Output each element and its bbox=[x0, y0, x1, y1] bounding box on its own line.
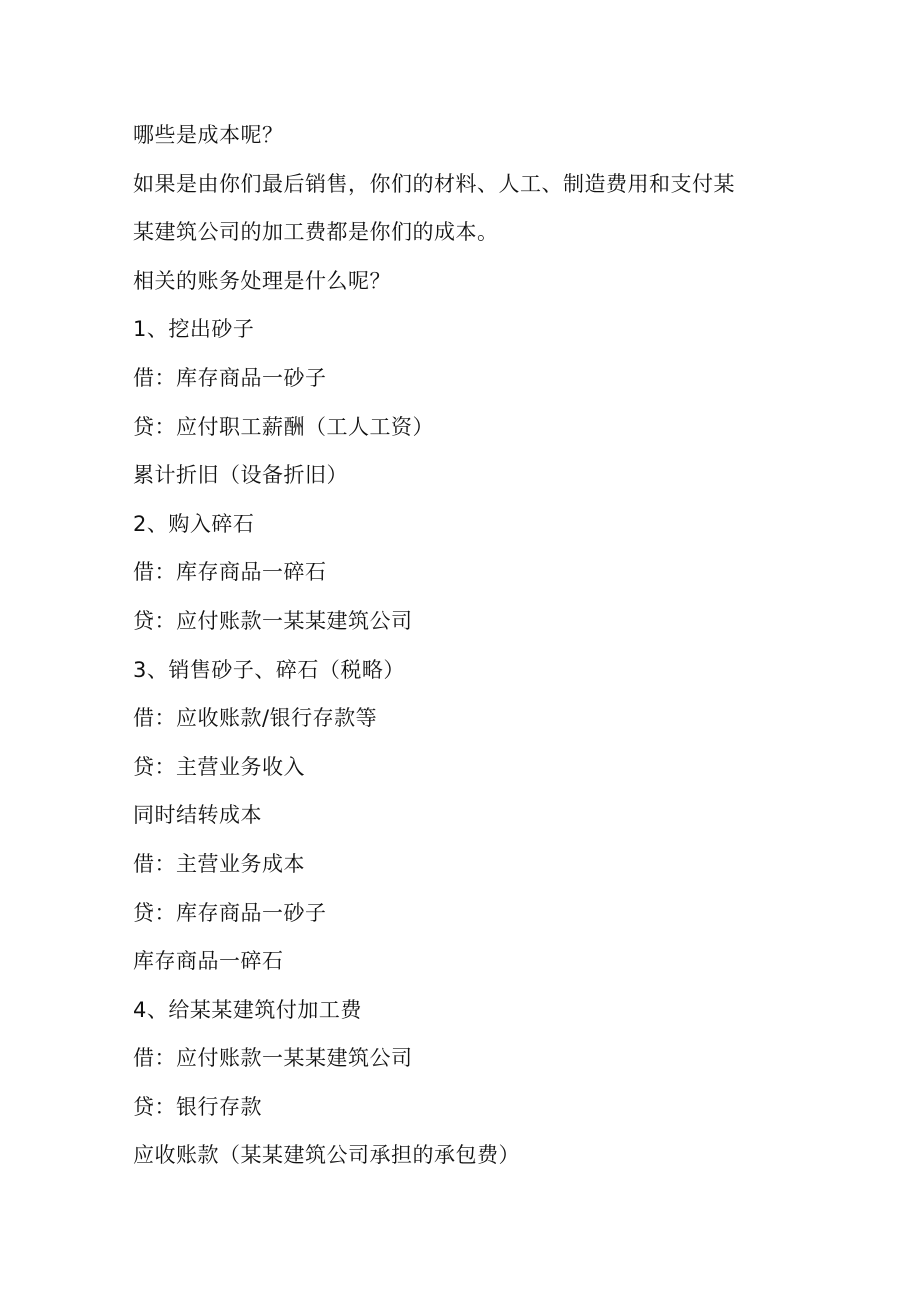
step-1-debit: 借：库存商品一砂子 bbox=[133, 365, 327, 390]
step-4-debit: 借：应付账款一某某建筑公司 bbox=[133, 1046, 413, 1071]
step-2-debit: 借：库存商品一碎石 bbox=[133, 560, 327, 585]
question-accounting: 相关的账务处理是什么呢？ bbox=[133, 268, 391, 293]
step-3-debit: 借：应收账款/银行存款等 bbox=[133, 706, 378, 731]
document-body bbox=[133, 111, 793, 1180]
question-cost: 哪些是成本呢？ bbox=[133, 123, 284, 147]
step-4-credit-2: 应收账款（某某建筑公司承担的承包费） bbox=[133, 1143, 520, 1168]
step-4-credit: 贷：银行存款 bbox=[133, 1094, 262, 1119]
step-2-credit: 贷：应付账款一某某建筑公司 bbox=[133, 608, 413, 633]
step-4-heading: 4、给某某建筑付加工费 bbox=[133, 997, 362, 1022]
step-3-cost-credit: 贷：库存商品一砂子 bbox=[133, 900, 327, 925]
step-3-cost-transfer: 同时结转成本 bbox=[133, 803, 262, 828]
step-1-credit-2: 累计折旧（设备折旧） bbox=[133, 463, 348, 488]
step-3-heading: 3、销售砂子、碎石（税略） bbox=[133, 657, 405, 682]
step-1-heading: 1、挖出砂子 bbox=[133, 317, 255, 342]
step-1-credit: 贷：应付职工薪酬（工人工资） bbox=[133, 414, 434, 439]
step-2-heading: 2、购入碎石 bbox=[133, 511, 255, 536]
answer-line-2: 某建筑公司的加工费都是你们的成本。 bbox=[133, 220, 499, 245]
answer-line-1: 如果是由你们最后销售，你们的材料、人工、制造费用和支付某 bbox=[133, 171, 735, 196]
step-3-cost-credit-2: 库存商品一碎石 bbox=[133, 949, 284, 974]
step-3-credit: 贷：主营业务收入 bbox=[133, 754, 305, 779]
step-3-cost-debit: 借：主营业务成本 bbox=[133, 851, 305, 876]
